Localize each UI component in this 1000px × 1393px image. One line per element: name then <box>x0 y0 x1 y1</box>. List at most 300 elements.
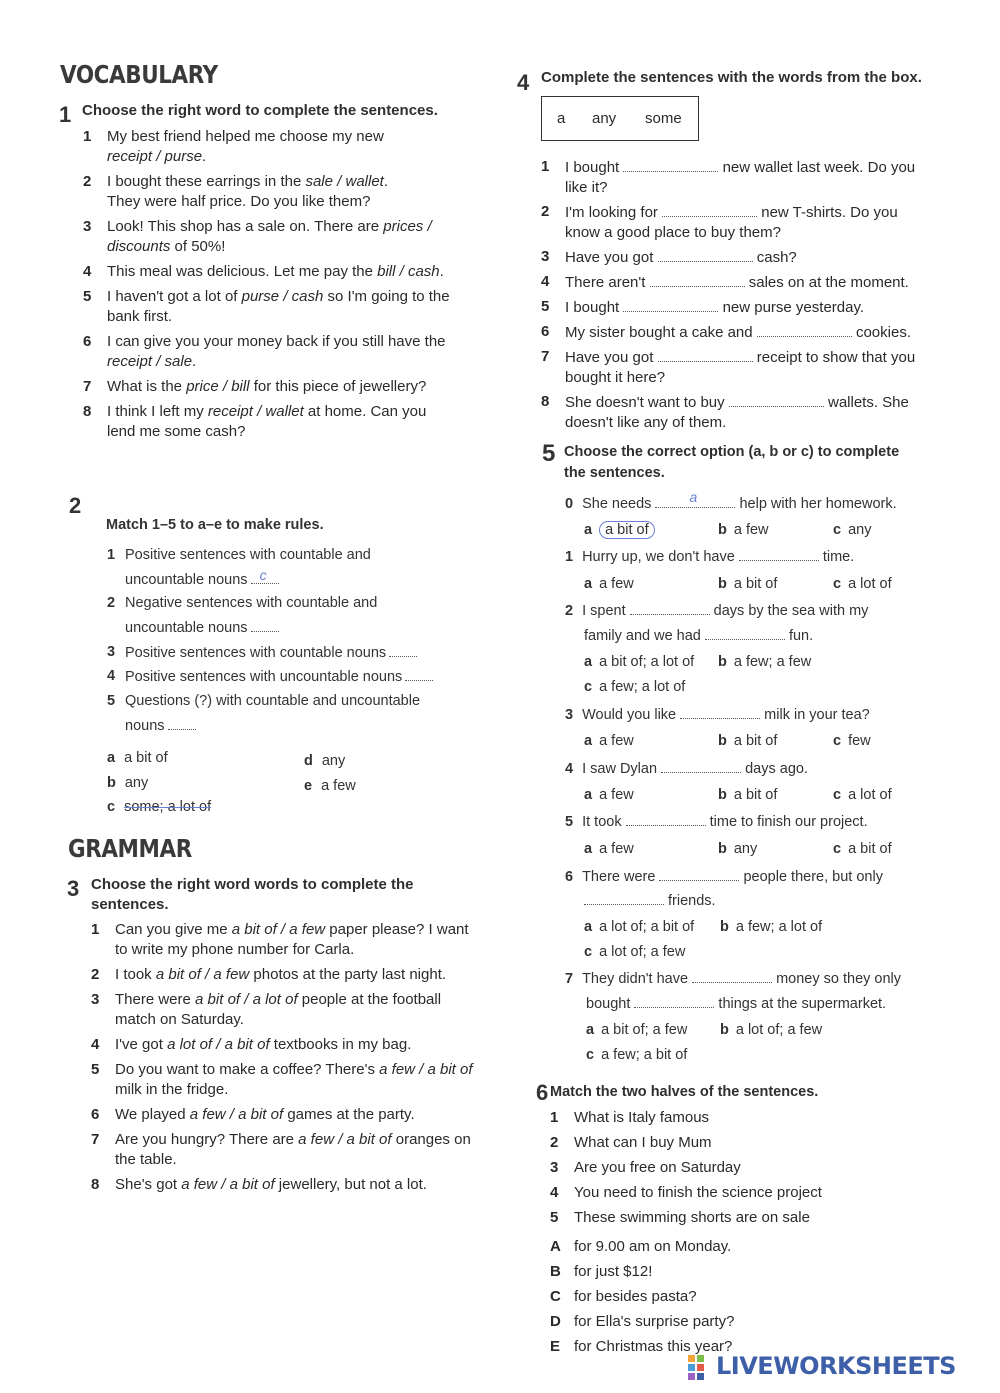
item-line-cont: bought it here? <box>565 369 666 386</box>
ex1-item <box>83 127 483 171</box>
ex6-item <box>550 1133 950 1155</box>
option-letter: e <box>304 778 313 794</box>
question-post: money so they only <box>776 971 902 987</box>
item-text <box>107 287 487 327</box>
ex2-item <box>107 593 467 641</box>
ex5-q1-option-a[interactable] <box>584 576 634 592</box>
question-pre: Hurry up, we don't have <box>582 549 735 565</box>
ex2-option-a <box>107 750 168 766</box>
answer-blank[interactable] <box>662 202 757 217</box>
item-line <box>565 322 945 343</box>
option-text: some; a lot of <box>124 799 212 815</box>
ex6-item <box>550 1158 950 1180</box>
option-text: a lot of; a few <box>735 1022 823 1038</box>
answer-blank[interactable] <box>623 157 718 172</box>
item-text <box>115 965 495 985</box>
question-post: days ago. <box>745 761 808 777</box>
item-post: wallets. She <box>827 394 909 411</box>
answer-slot <box>248 620 279 636</box>
option-text: a few; a bit of <box>601 1047 688 1063</box>
ex5-question-5 <box>565 811 868 830</box>
ex4-item <box>541 202 941 246</box>
ex6-option <box>550 1287 950 1309</box>
option-text: for Ella's surprise party? <box>574 1313 735 1330</box>
item-text <box>107 377 487 397</box>
item-line-cont <box>125 715 420 736</box>
option-text: any <box>848 522 872 538</box>
question-number: 6 <box>565 869 574 885</box>
item-number: 5 <box>83 288 92 305</box>
ex2-option-d <box>304 753 345 769</box>
ex5-q1-option-c[interactable] <box>833 576 892 592</box>
item-line-text: uncountable nouns <box>125 572 248 588</box>
answer-slot <box>386 645 417 661</box>
question-post-cont: things at the supermarket. <box>718 996 887 1012</box>
ex5-q7-option-b[interactable] <box>720 1022 822 1038</box>
item-pre: Have you got <box>565 349 654 366</box>
option-text: a lot of; a few <box>599 944 686 960</box>
question-pre-cont: family and we had <box>584 628 701 644</box>
ex6-item <box>550 1108 950 1130</box>
item-number: 5 <box>550 1209 559 1226</box>
item-text: These swimming shorts are on sale <box>574 1209 810 1226</box>
ex5-q5-option-c[interactable] <box>833 841 892 857</box>
grammar-heading: GRAMMAR <box>68 834 192 863</box>
question-pre: I saw Dylan <box>582 761 658 777</box>
exercise-4-instruction: Complete the sentences with the words from the box. <box>541 69 922 86</box>
option-letter: a <box>584 654 593 670</box>
item-number: 7 <box>83 378 92 395</box>
answer-blank[interactable] <box>251 569 279 584</box>
option-text: a few <box>599 841 634 857</box>
option-text: for besides pasta? <box>574 1288 697 1305</box>
option-text: a bit of <box>733 733 778 749</box>
ex2-option-c <box>107 799 211 815</box>
answer-blank[interactable] <box>630 600 710 615</box>
item-number: 8 <box>541 393 550 410</box>
ex1-item <box>83 402 483 446</box>
item-line: Are you hungry? There are a few / a bit of oranges on <box>115 1131 471 1148</box>
answer-blank[interactable] <box>757 322 852 337</box>
item-line-cont: match on Saturday. <box>115 1011 244 1028</box>
exercise-5-number: 5 <box>542 440 556 467</box>
ex5-q0-option-c[interactable] <box>833 522 871 538</box>
item-number: 7 <box>91 1131 100 1148</box>
option-text: a few; a few <box>733 654 812 670</box>
option-letter: c <box>107 799 116 815</box>
ex5-question-1 <box>565 546 854 565</box>
question-pre-cont: bought <box>586 996 631 1012</box>
word-box-some: some <box>645 110 682 127</box>
item-line: There were a bit of / a lot of people at the football <box>115 991 442 1008</box>
option-text: for Christmas this year? <box>574 1338 733 1355</box>
answer-blank[interactable] <box>705 625 785 640</box>
item-text <box>125 593 377 638</box>
option-letter: a <box>584 576 593 592</box>
answer-blank[interactable] <box>739 546 819 561</box>
item-line: Positive sentences with uncountable nouns <box>125 669 403 685</box>
item-post: cookies. <box>855 324 911 341</box>
ex6-option <box>550 1262 950 1284</box>
option-letter: c <box>833 841 842 857</box>
ex5-q7-option-a[interactable] <box>586 1022 687 1038</box>
ex2-item <box>107 691 467 739</box>
item-pre: There aren't <box>565 274 646 291</box>
item-text <box>115 1105 495 1125</box>
answer-blank[interactable] <box>680 704 760 719</box>
answer-blank[interactable] <box>623 297 718 312</box>
ex5-question-cont <box>584 890 716 909</box>
ex4-item <box>541 157 941 201</box>
answer-blank[interactable] <box>658 347 753 362</box>
item-number: 6 <box>541 323 550 340</box>
answer-value: c <box>259 567 267 583</box>
answer-blank[interactable] <box>650 272 745 287</box>
question-number: 7 <box>565 971 574 987</box>
exercise-2-number: 2 <box>69 493 82 518</box>
item-text <box>565 247 945 268</box>
item-line-cont: the table. <box>115 1151 177 1168</box>
option-letter: a <box>107 750 116 766</box>
ex3-item <box>91 920 491 964</box>
option-letter: a <box>586 1022 595 1038</box>
option-text: a lot of <box>848 787 892 803</box>
ex5-q6-option-c[interactable] <box>584 944 685 960</box>
answer-blank[interactable] <box>658 247 753 262</box>
answer-slot <box>248 567 279 588</box>
question-post: days by the sea with my <box>713 603 869 619</box>
item-text: What can I buy Mum <box>574 1134 712 1151</box>
item-pre: My sister bought a cake and <box>565 324 753 341</box>
answer-blank[interactable] <box>626 811 706 826</box>
question-post-cont: fun. <box>788 628 814 644</box>
option-letter: b <box>718 522 727 538</box>
item-pre: Have you got <box>565 249 654 266</box>
ex5-q5-option-a[interactable] <box>584 841 634 857</box>
question-pre: It took <box>582 814 622 830</box>
question-post: time. <box>822 549 855 565</box>
ex6-option <box>550 1312 950 1334</box>
item-number: 8 <box>91 1176 100 1193</box>
item-number: 3 <box>91 991 100 1008</box>
item-line-cont <box>125 569 371 590</box>
ex5-q1-option-b[interactable] <box>718 576 777 592</box>
ex2-item <box>107 545 467 593</box>
answer-blank[interactable] <box>634 993 714 1008</box>
ex5-question-6 <box>565 866 883 885</box>
option-text: few <box>848 733 871 749</box>
option-text: a bit of <box>599 521 655 539</box>
option-letter: b <box>718 654 727 670</box>
item-number: 2 <box>541 203 550 220</box>
item-number: 7 <box>541 348 550 365</box>
answer-blank[interactable] <box>584 890 664 905</box>
ex6-item <box>550 1183 950 1205</box>
ex5-q2-option-b[interactable] <box>718 654 811 670</box>
item-post: new wallet last week. Do you <box>722 159 916 176</box>
option-text: a few <box>733 522 769 538</box>
option-letter: c <box>586 1047 595 1063</box>
question-number: 3 <box>565 707 574 723</box>
ex6-option <box>550 1237 950 1259</box>
item-line: I haven't got a lot of purse / cash so I'm going to the <box>107 288 450 305</box>
item-line-cont: receipt / sale. <box>107 353 197 370</box>
exercise-5-instruction-cont: the sentences. <box>564 465 665 481</box>
ex5-q7-option-c[interactable] <box>586 1047 687 1063</box>
ex2-option-e <box>304 778 356 794</box>
item-line: This meal was delicious. Let me pay the bill / cash. <box>107 263 444 280</box>
option-letter: a <box>584 522 593 538</box>
option-text: for 9.00 am on Monday. <box>574 1238 732 1255</box>
item-number: 6 <box>83 333 92 350</box>
item-text <box>565 202 945 243</box>
item-number: 1 <box>550 1109 559 1126</box>
question-pre: She needs <box>582 496 652 512</box>
ex5-q6-option-b[interactable] <box>720 919 822 935</box>
question-pre: They didn't have <box>582 971 689 987</box>
ex5-q0-option-a[interactable] <box>584 522 655 538</box>
ex6-item <box>550 1208 950 1230</box>
ex2-option-b <box>107 775 148 791</box>
ex5-question-cont <box>584 625 813 644</box>
item-post: receipt to show that you <box>756 349 916 366</box>
ex5-q6-option-a[interactable] <box>584 919 694 935</box>
item-number: 1 <box>541 158 550 175</box>
ex1-item <box>83 332 483 376</box>
exercise-1-number: 1 <box>59 102 72 127</box>
item-text <box>125 691 420 736</box>
item-line-cont: like it? <box>565 179 608 196</box>
option-letter: b <box>720 919 729 935</box>
liveworksheets-brand: LIVEWORKSHEETS <box>716 1352 956 1380</box>
item-text: You need to finish the science project <box>574 1184 822 1201</box>
item-text <box>107 127 487 167</box>
option-text: a bit of <box>124 750 168 766</box>
item-text <box>565 157 945 198</box>
item-line <box>565 272 945 293</box>
item-line-cont: know a good place to buy them? <box>565 224 781 241</box>
item-pre: She doesn't want to buy <box>565 394 725 411</box>
ex5-q2-option-a[interactable] <box>584 654 694 670</box>
item-text <box>565 297 945 318</box>
item-number: 5 <box>91 1061 100 1078</box>
item-line-cont: discounts of 50%! <box>107 238 226 255</box>
option-text: a few <box>599 787 634 803</box>
option-letter: E <box>550 1338 561 1355</box>
question-post: milk in your tea? <box>764 707 870 723</box>
item-text <box>565 392 945 433</box>
item-number: 4 <box>83 263 92 280</box>
word-box-any: any <box>592 110 617 127</box>
ex5-q4-option-a[interactable] <box>584 787 634 803</box>
item-pre: I bought <box>565 159 620 176</box>
option-letter: b <box>107 775 116 791</box>
option-letter: d <box>304 753 313 769</box>
item-post: new purse yesterday. <box>722 299 865 316</box>
ex3-item <box>91 1060 491 1104</box>
item-line: What is the price / bill for this piece of jewellery? <box>107 378 427 395</box>
item-line-cont: milk in the fridge. <box>115 1081 229 1098</box>
item-text: What is Italy famous <box>574 1109 710 1126</box>
question-post: help with her homework. <box>739 496 897 512</box>
question-number: 0 <box>565 496 574 512</box>
ex4-item <box>541 347 941 391</box>
answer-blank[interactable] <box>659 866 739 881</box>
ex5-q3-option-b[interactable] <box>718 733 777 749</box>
ex5-question-3 <box>565 704 870 723</box>
item-line-cont: to write my phone number for Carla. <box>115 941 355 958</box>
exercise-1-instruction: Choose the right word to complete the sentences. <box>82 102 438 119</box>
item-number: 5 <box>541 298 550 315</box>
item-number: 2 <box>107 595 116 611</box>
word-box-a: a <box>557 110 566 127</box>
ex5-question-cont <box>586 993 886 1012</box>
ex5-q2-option-c[interactable] <box>584 679 685 695</box>
item-line-text: nouns <box>125 718 165 734</box>
option-text: a few <box>599 733 634 749</box>
item-text <box>125 545 371 590</box>
answer-blank[interactable] <box>251 617 279 632</box>
ex5-q3-option-a[interactable] <box>584 733 634 749</box>
ex5-q4-option-b[interactable] <box>718 787 777 803</box>
ex1-item <box>83 217 483 261</box>
item-number: 1 <box>107 547 116 563</box>
item-line <box>565 392 945 413</box>
item-text <box>125 642 417 663</box>
item-text <box>565 272 945 293</box>
exercise-6-number: 6 <box>536 1080 549 1105</box>
option-text: a bit of <box>733 787 778 803</box>
item-text <box>107 217 487 257</box>
item-text <box>107 402 487 442</box>
exercise-3-instruction: Choose the right word words to complete the <box>91 876 414 893</box>
item-number: 3 <box>107 644 116 660</box>
answer-blank[interactable] <box>655 489 735 508</box>
item-line: Can you give me a bit of / a few paper please? I want <box>115 921 469 938</box>
item-number: 5 <box>107 693 116 709</box>
ex5-q5-option-b[interactable] <box>718 841 757 857</box>
item-text <box>107 172 487 212</box>
option-text: a few <box>599 576 634 592</box>
option-letter: b <box>718 787 727 803</box>
ex4-item <box>541 392 941 436</box>
exercise-5-instruction: Choose the correct option (a, b or c) to complete <box>564 444 900 460</box>
ex5-q3-option-c[interactable] <box>833 733 871 749</box>
exercise-4-number: 4 <box>517 70 530 95</box>
item-line: Do you want to make a coffee? There's a few / a bit of <box>115 1061 473 1078</box>
item-text <box>115 1130 495 1170</box>
item-line-cont: They were half price. Do you like them? <box>107 193 371 210</box>
option-letter: b <box>720 1022 729 1038</box>
item-number: 4 <box>550 1184 559 1201</box>
answer-blank[interactable] <box>405 666 433 681</box>
option-letter: C <box>550 1288 561 1305</box>
item-number: 3 <box>550 1159 559 1176</box>
item-line: I took a bit of / a few photos at the party last night. <box>115 966 447 983</box>
option-text: any <box>733 841 758 857</box>
item-number: 2 <box>83 173 92 190</box>
item-line <box>565 347 945 368</box>
item-line <box>565 247 945 268</box>
answer-blank[interactable] <box>729 392 824 407</box>
item-number: 3 <box>83 218 92 235</box>
item-number: 1 <box>91 921 100 938</box>
exercise-6-instruction: Match the two halves of the sentences. <box>550 1084 819 1100</box>
item-number: 1 <box>83 128 92 145</box>
option-letter: a <box>584 919 593 935</box>
ex5-q0-option-b[interactable] <box>718 522 769 538</box>
item-post: sales on at the moment. <box>748 274 909 291</box>
item-post: new T-shirts. Do you <box>761 204 898 221</box>
question-number: 2 <box>565 603 574 619</box>
ex1-item <box>83 287 483 331</box>
option-letter: c <box>833 787 842 803</box>
item-text <box>115 1060 495 1100</box>
item-line-cont: bank first. <box>107 308 173 325</box>
item-line: I can give you your money back if you still have the <box>107 333 446 350</box>
word-box <box>541 96 699 141</box>
item-text <box>115 920 495 960</box>
ex3-item <box>91 1175 491 1219</box>
question-pre: I spent <box>582 603 626 619</box>
exercise-3-instruction-cont: sentences. <box>91 896 169 913</box>
item-text: Are you free on Saturday <box>574 1159 741 1176</box>
item-line: She's got a few / a bit of jewellery, but not a lot. <box>115 1176 427 1193</box>
item-pre: I'm looking for <box>565 204 658 221</box>
option-letter: a <box>584 841 593 857</box>
item-pre: I bought <box>565 299 620 316</box>
ex1-item <box>83 172 483 216</box>
ex5-q4-option-c[interactable] <box>833 787 892 803</box>
option-letter: c <box>584 944 593 960</box>
answer-slot <box>165 718 196 734</box>
answer-blank[interactable] <box>389 642 417 657</box>
answer-blank[interactable] <box>661 758 741 773</box>
item-line: Look! This shop has a sale on. There are prices / <box>107 218 432 235</box>
answer-blank[interactable] <box>168 715 196 730</box>
ex5-question-0 <box>565 489 897 512</box>
option-letter: B <box>550 1263 561 1280</box>
option-text: a bit of; a few <box>601 1022 688 1038</box>
question-post: time to finish our project. <box>709 814 868 830</box>
ex5-question-4 <box>565 758 808 777</box>
option-text: a few <box>321 778 356 794</box>
option-letter: D <box>550 1313 561 1330</box>
item-number: 6 <box>91 1106 100 1123</box>
option-letter: b <box>718 576 727 592</box>
item-number: 4 <box>91 1036 100 1053</box>
item-line <box>565 202 945 223</box>
item-line-cont: lend me some cash? <box>107 423 246 440</box>
answer-blank[interactable] <box>692 968 772 983</box>
option-letter: c <box>833 576 842 592</box>
option-text: a bit of; a lot of <box>599 654 695 670</box>
item-number: 2 <box>91 966 100 983</box>
item-line: My best friend helped me choose my new <box>107 128 384 145</box>
item-line-cont: doesn't like any of them. <box>565 414 727 431</box>
item-line <box>565 157 945 178</box>
exercise-2-instruction: Match 1–5 to a–e to make rules. <box>106 517 324 533</box>
question-pre: Would you like <box>582 707 677 723</box>
item-text <box>125 666 433 687</box>
item-line: Positive sentences with countable nouns <box>125 645 387 661</box>
item-text <box>107 332 487 372</box>
item-post: cash? <box>756 249 797 266</box>
answer-value: a <box>689 489 698 505</box>
option-text: a lot of <box>848 576 892 592</box>
option-letter: a <box>584 787 593 803</box>
question-number: 1 <box>565 549 574 565</box>
